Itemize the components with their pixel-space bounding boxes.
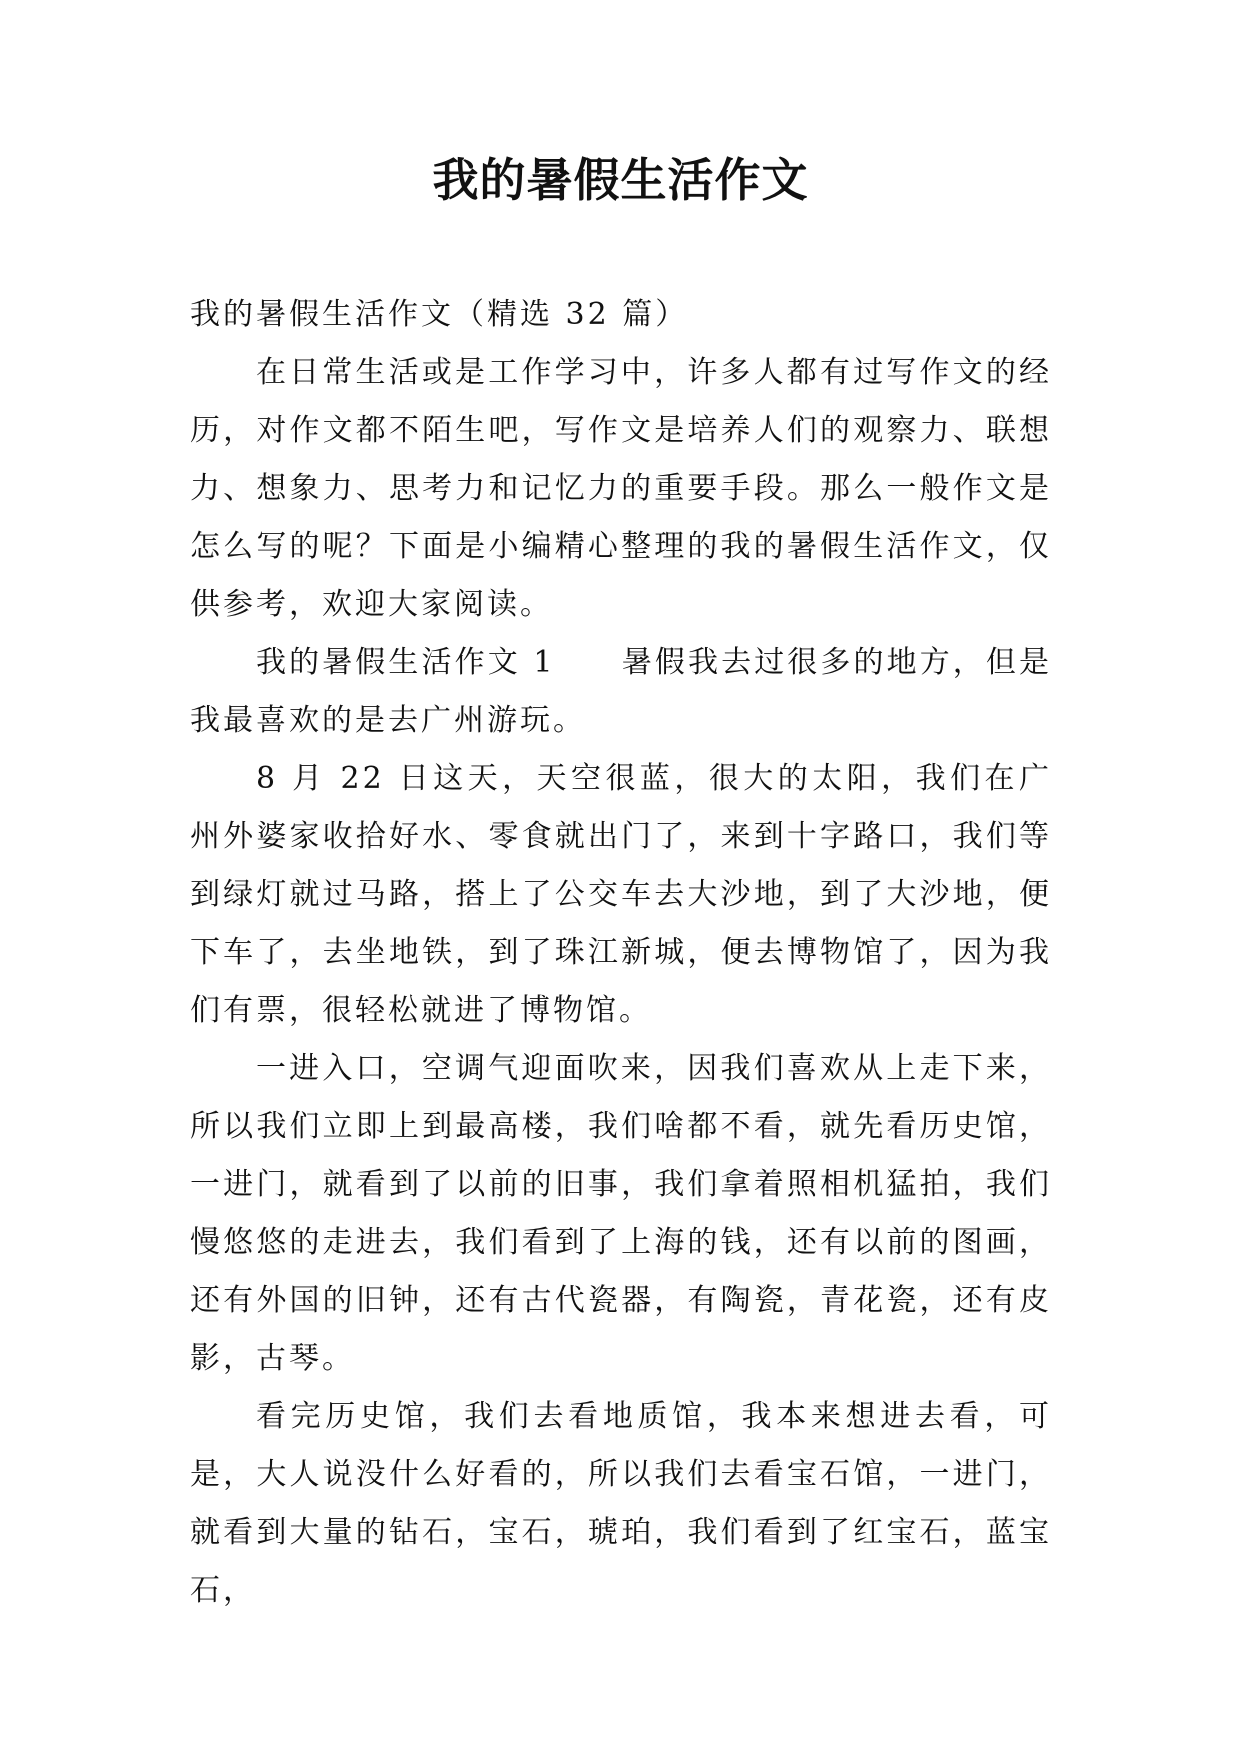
document-title: 我的暑假生活作文 — [432, 153, 809, 207]
paragraph-history-hall: 一进入口，空调气迎面吹来，因我们喜欢从上走下来，所以我们立即上到最高楼，我们啥都不看，就先看历史馆，一进门，就看到了以前的旧事，我们拿着照相机猛拍，我们慢悠悠的走进去，我们看到了上海的钱，还有以前的图画，还有外国的旧钟，还有古代瓷器，有陶瓷，青花瓷，还有皮影，古琴。 — [190, 1051, 1052, 1376]
paragraph-gem-hall: 看完历史馆，我们去看地质馆，我本来想进去看，可是，大人说没什么好看的，所以我们去看宝石馆，一进门，就看到大量的钻石，宝石，琥珀，我们看到了红宝石，蓝宝石， — [190, 1399, 1052, 1608]
document-subtitle: 我的暑假生活作文（精选 32 篇） — [190, 297, 689, 332]
paragraph-intro: 在日常生活或是工作学习中，许多人都有过写作文的经历，对作文都不陌生吧，写作文是培养人们的观察力、联想力、想象力、思考力和记忆力的重要手段。那么一般作文是怎么写的呢？下面是小编精心整理的我的暑假生活作文，仅供参考，欢迎大家阅读。 — [190, 355, 1052, 622]
paragraph-trip-day: 8 月 22 日这天，天空很蓝，很大的太阳，我们在广州外婆家收拾好水、零食就出门了，来到十字路口，我们等到绿灯就过马路，搭上了公交车去大沙地，到了大沙地，便下车了，去坐地铁，到了珠江新城，便去博物馆了，因为我们有票，很轻松就进了博物馆。 — [190, 761, 1052, 1028]
paragraph-essay-1-opening: 我的暑假生活作文 1 暑假我去过很多的地方，但是我最喜欢的是去广州游玩。 — [190, 645, 1052, 738]
document-body — [190, 286, 1052, 1620]
